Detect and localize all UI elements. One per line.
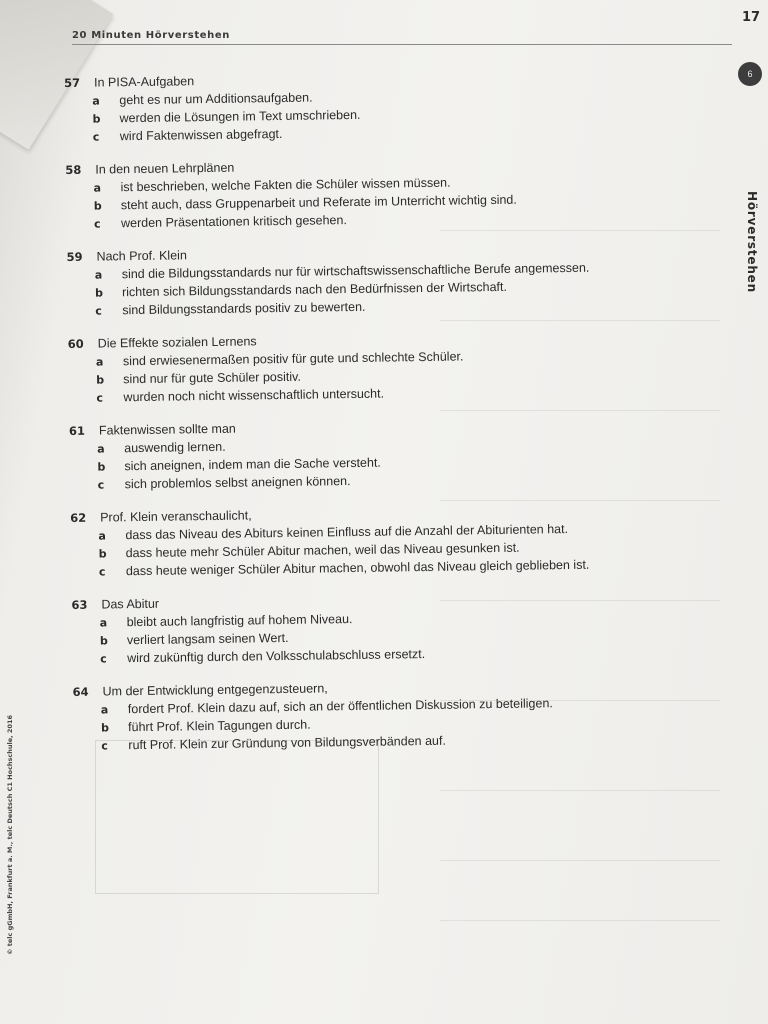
question-item [66,241,687,337]
option-text: geht es nur um Additionsaufgaben. [119,90,313,108]
option-text: ist beschrieben, welche Fakten die Schüler wissen müssen. [120,175,451,195]
question-item [64,67,685,163]
option-text: sich aneignen, indem man die Sache versteht. [124,455,381,474]
option-text: wird zukünftig durch den Volksschulabschluss ersetzt. [127,647,426,666]
option-text: dass heute mehr Schüler Abitur machen, weil das Niveau gesunken ist. [125,540,520,561]
option-letter: b [99,634,108,648]
question-item [69,415,690,511]
option-text: sich problemlos selbst aneignen können. [124,474,351,492]
question-number: 59 [66,249,83,264]
option-letter: c [95,304,102,318]
question-number: 58 [65,162,82,177]
question-item [68,328,689,424]
question-stem: Die Effekte sozialen Lernens [97,334,257,351]
side-section-label: Hörverstehen [745,191,759,293]
question-stem: Nach Prof. Klein [96,248,187,264]
option-text: auswendig lernen. [124,439,226,456]
option-text: bleibt auch langfristig auf hohem Niveau. [126,612,353,630]
option-letter: b [98,547,107,561]
option-letter: a [97,442,105,456]
option-text: dass das Niveau des Abiturs keinen Einfluss auf die Anzahl der Abiturienten hat. [125,522,569,543]
option-text: steht auch, dass Gruppenarbeit und Referate im Unterricht wichtig sind. [120,192,517,213]
option-letter: c [96,391,104,405]
option-text: sind Bildungsstandards positiv zu bewerten. [122,299,366,318]
option-text: wurden noch nicht wissenschaftlich untersucht. [123,386,385,405]
option-letter: a [98,529,106,543]
question-number: 64 [72,684,89,699]
question-number: 62 [70,510,87,525]
option-text: fordert Prof. Klein dazu auf, sich an der öffentlichen Diskussion zu beteiligen. [127,696,553,717]
option-text: verliert langsam seinen Wert. [126,630,289,648]
option-text: sind erwiesenermaßen positiv für gute und schlechte Schüler. [122,349,464,369]
question-number: 61 [68,423,86,438]
option-letter: c [100,652,107,666]
question-stem: In PISA-Aufgaben [93,74,195,90]
question-stem: Faktenwissen sollte man [98,421,236,438]
question-list [64,67,694,772]
option-letter: b [92,112,101,126]
section-badge: 6 [738,62,762,86]
option-letter: a [100,703,109,717]
option-text: ruft Prof. Klein zur Gründung von Bildungsverbänden auf. [128,733,446,753]
option-letter: b [94,286,103,300]
question-stem: In den neuen Lehrplänen [95,160,235,177]
option-letter: c [101,739,108,753]
question-stem: Um der Entwicklung entgegenzusteuern, [102,681,328,699]
option-letter: a [99,616,108,630]
header-divider [72,44,732,45]
question-item [70,502,691,598]
option-letter: a [94,268,103,282]
question-item [65,154,686,250]
question-item [71,589,692,685]
option-letter: a [93,181,102,195]
option-text: sind die Bildungsstandards nur für wirtschaftswissenschaftliche Berufe angemessen. [121,260,590,282]
option-text: dass heute weniger Schüler Abitur machen, obwohl das Niveau gleich geblieben ist. [125,557,590,579]
copyright-notice: © telc gGmbH, Frankfurt a. M., telc Deutsch C1 Hochschule, 2016 [6,715,14,955]
option-text: werden die Lösungen im Text umschrieben. [119,107,361,126]
option-text: wird Faktenwissen abgefragt. [119,126,283,144]
option-letter: c [92,130,100,144]
option-letter: c [97,478,105,492]
option-text: richten sich Bildungsstandards nach den Bedürfnissen der Wirtschaft. [121,279,508,300]
option-text: führt Prof. Klein Tagungen durch. [128,717,311,735]
option-letter: b [97,460,106,474]
question-item [73,676,694,772]
option-text: sind nur für gute Schüler positiv. [123,369,301,387]
bleed-through-line [440,860,720,861]
option-text: werden Präsentationen kritisch gesehen. [120,213,347,231]
option-letter: b [93,199,102,213]
question-number: 57 [64,75,81,90]
question-number: 60 [67,336,84,351]
question-stem: Prof. Klein veranschaulicht, [100,508,252,525]
question-number: 63 [71,597,88,612]
page-number: 17 [742,10,761,25]
header-title: 20 Minuten Hörverstehen [72,30,230,41]
option-letter: c [93,217,101,231]
option-letter: b [96,373,105,387]
question-stem: Das Abitur [101,596,160,612]
option-letter: a [92,94,100,108]
option-letter: b [101,721,110,735]
option-letter: c [98,565,106,579]
bleed-through-line [440,790,720,791]
bleed-through-line [440,920,720,921]
option-letter: a [95,355,104,369]
